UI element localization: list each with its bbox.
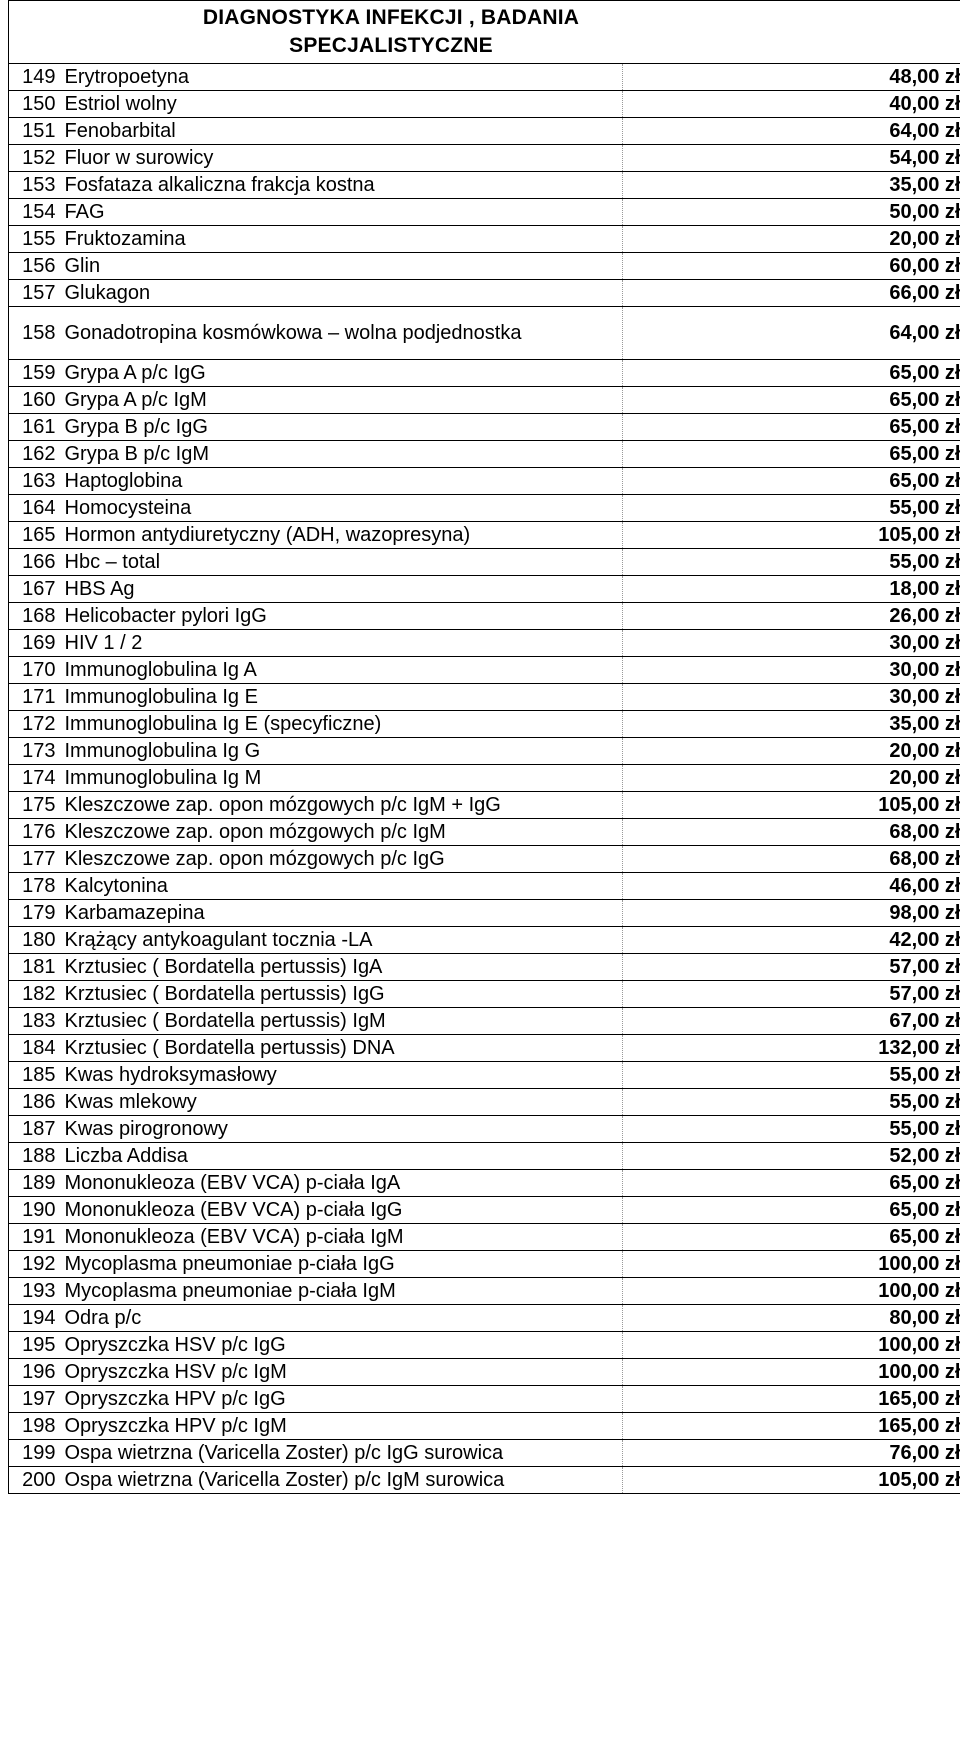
table-row: [9, 1440, 960, 1467]
item-price: 100,00 zł: [623, 1359, 960, 1386]
item-price: 40,00 zł: [623, 91, 960, 118]
item-number: 149: [9, 64, 61, 91]
item-name: Helicobacter pylori IgG: [61, 603, 623, 630]
item-price: 18,00 zł: [623, 576, 960, 603]
table-row: [9, 1089, 960, 1116]
item-name: Grypa B p/c IgG: [61, 414, 623, 441]
item-name: Mycoplasma pneumoniae p-ciała IgM: [61, 1278, 623, 1305]
table-row: [9, 1278, 960, 1305]
item-name: Immunoglobulina Ig E (specyficzne): [61, 711, 623, 738]
table-row: [9, 441, 960, 468]
item-price: 67,00 zł: [623, 1008, 960, 1035]
item-price: 46,00 zł: [623, 873, 960, 900]
item-price: 100,00 zł: [623, 1251, 960, 1278]
item-name: Mononukleoza (EBV VCA) p-ciała IgM: [61, 1224, 623, 1251]
item-name: Grypa B p/c IgM: [61, 441, 623, 468]
item-number: 174: [9, 765, 61, 792]
item-price: 48,00 zł: [623, 64, 960, 91]
item-price: 68,00 zł: [623, 819, 960, 846]
item-name: Kwas mlekowy: [61, 1089, 623, 1116]
item-name: Kwas hydroksymasłowy: [61, 1062, 623, 1089]
table-row: [9, 954, 960, 981]
item-number: 160: [9, 387, 61, 414]
item-number: 196: [9, 1359, 61, 1386]
item-name: Fenobarbital: [61, 118, 623, 145]
item-name: Hormon antydiuretyczny (ADH, wazopresyna): [61, 522, 623, 549]
item-name: Estriol wolny: [61, 91, 623, 118]
item-number: 183: [9, 1008, 61, 1035]
item-number: 163: [9, 468, 61, 495]
section-header: [8, 0, 960, 63]
item-price: 100,00 zł: [623, 1332, 960, 1359]
item-number: 159: [9, 360, 61, 387]
item-price: 65,00 zł: [623, 468, 960, 495]
item-name: Immunoglobulina Ig M: [61, 765, 623, 792]
item-number: 192: [9, 1251, 61, 1278]
table-row: [9, 873, 960, 900]
item-number: 166: [9, 549, 61, 576]
table-row: [9, 846, 960, 873]
table-row: [9, 1224, 960, 1251]
item-price: 64,00 zł: [623, 307, 960, 360]
table-row: [9, 1062, 960, 1089]
item-name: Opryszczka HPV p/c IgG: [61, 1386, 623, 1413]
table-row: [9, 1305, 960, 1332]
table-row: [9, 253, 960, 280]
item-name: Opryszczka HSV p/c IgG: [61, 1332, 623, 1359]
item-name: Mononukleoza (EBV VCA) p-ciała IgA: [61, 1170, 623, 1197]
table-row: [9, 280, 960, 307]
item-price: 65,00 zł: [623, 1170, 960, 1197]
item-price: 57,00 zł: [623, 954, 960, 981]
item-price: 65,00 zł: [623, 441, 960, 468]
item-number: 179: [9, 900, 61, 927]
item-name: HBS Ag: [61, 576, 623, 603]
table-row: [9, 765, 960, 792]
table-row: [9, 576, 960, 603]
item-price: 20,00 zł: [623, 765, 960, 792]
table-row: [9, 603, 960, 630]
item-number: 168: [9, 603, 61, 630]
table-row: [9, 64, 960, 91]
section-title-line-1: DIAGNOSTYKA INFEKCJI , BADANIA: [202, 6, 580, 29]
item-price: 105,00 zł: [623, 1467, 960, 1494]
item-name: Opryszczka HSV p/c IgM: [61, 1359, 623, 1386]
item-number: 182: [9, 981, 61, 1008]
item-price: 105,00 zł: [623, 792, 960, 819]
item-price: 42,00 zł: [623, 927, 960, 954]
item-number: 158: [9, 307, 61, 360]
item-name: Krztusiec ( Bordatella pertussis) DNA: [61, 1035, 623, 1062]
table-row: [9, 414, 960, 441]
item-name: Fruktozamina: [61, 226, 623, 253]
table-row: [9, 495, 960, 522]
item-name: Immunoglobulina Ig A: [61, 657, 623, 684]
item-price: 30,00 zł: [623, 657, 960, 684]
table-row: [9, 1332, 960, 1359]
item-name: Ospa wietrzna (Varicella Zoster) p/c IgG surowica: [61, 1440, 623, 1467]
item-number: 162: [9, 441, 61, 468]
item-price: 100,00 zł: [623, 1278, 960, 1305]
item-number: 193: [9, 1278, 61, 1305]
table-row: [9, 1359, 960, 1386]
item-number: 157: [9, 280, 61, 307]
item-name: Kwas pirogronowy: [61, 1116, 623, 1143]
item-number: 153: [9, 172, 61, 199]
table-row: [9, 1413, 960, 1440]
item-price: 55,00 zł: [623, 1062, 960, 1089]
item-name: Glukagon: [61, 280, 623, 307]
item-price: 65,00 zł: [623, 1224, 960, 1251]
item-name: Gonadotropina kosmówkowa – wolna podjednostka: [61, 307, 623, 360]
item-name: Kalcytonina: [61, 873, 623, 900]
table-row: [9, 1197, 960, 1224]
item-name: Grypa A p/c IgM: [61, 387, 623, 414]
item-number: 170: [9, 657, 61, 684]
item-price: 20,00 zł: [623, 226, 960, 253]
table-row: [9, 1467, 960, 1494]
item-number: 184: [9, 1035, 61, 1062]
table-row: [9, 468, 960, 495]
table-row: [9, 738, 960, 765]
item-price: 54,00 zł: [623, 145, 960, 172]
table-row: [9, 522, 960, 549]
item-price: 165,00 zł: [623, 1413, 960, 1440]
item-price: 55,00 zł: [623, 549, 960, 576]
item-number: 187: [9, 1116, 61, 1143]
item-number: 154: [9, 199, 61, 226]
item-number: 194: [9, 1305, 61, 1332]
item-number: 156: [9, 253, 61, 280]
table-row: [9, 118, 960, 145]
item-price: 132,00 zł: [623, 1035, 960, 1062]
price-table-body: [9, 64, 960, 1494]
table-row: [9, 792, 960, 819]
item-name: HIV 1 / 2: [61, 630, 623, 657]
item-price: 55,00 zł: [623, 1089, 960, 1116]
item-name: Erytropoetyna: [61, 64, 623, 91]
item-number: 152: [9, 145, 61, 172]
table-row: [9, 307, 960, 360]
table-row: [9, 1386, 960, 1413]
table-row: [9, 387, 960, 414]
item-number: 177: [9, 846, 61, 873]
item-name: Opryszczka HPV p/c IgM: [61, 1413, 623, 1440]
item-number: 180: [9, 927, 61, 954]
item-name: Krążący antykoagulant tocznia -LA: [61, 927, 623, 954]
item-price: 55,00 zł: [623, 495, 960, 522]
item-name: Haptoglobina: [61, 468, 623, 495]
item-name: Odra p/c: [61, 1305, 623, 1332]
table-row: [9, 360, 960, 387]
table-row: [9, 549, 960, 576]
item-name: Kleszczowe zap. opon mózgowych p/c IgM + IgG: [61, 792, 623, 819]
item-price: 64,00 zł: [623, 118, 960, 145]
item-name: Mononukleoza (EBV VCA) p-ciała IgG: [61, 1197, 623, 1224]
table-row: [9, 91, 960, 118]
item-number: 169: [9, 630, 61, 657]
table-row: [9, 145, 960, 172]
item-name: FAG: [61, 199, 623, 226]
table-row: [9, 819, 960, 846]
item-number: 178: [9, 873, 61, 900]
table-row: [9, 657, 960, 684]
item-price: 30,00 zł: [623, 684, 960, 711]
item-name: Kleszczowe zap. opon mózgowych p/c IgM: [61, 819, 623, 846]
item-price: 26,00 zł: [623, 603, 960, 630]
table-row: [9, 927, 960, 954]
item-number: 173: [9, 738, 61, 765]
section-title-line-2: SPECJALISTYCZNE: [289, 34, 493, 57]
item-number: 199: [9, 1440, 61, 1467]
item-name: Fosfataza alkaliczna frakcja kostna: [61, 172, 623, 199]
item-number: 186: [9, 1089, 61, 1116]
item-price: 35,00 zł: [623, 172, 960, 199]
price-table: [8, 63, 960, 1494]
item-number: 190: [9, 1197, 61, 1224]
item-price: 65,00 zł: [623, 360, 960, 387]
item-price: 80,00 zł: [623, 1305, 960, 1332]
table-row: [9, 1143, 960, 1170]
item-price: 50,00 zł: [623, 199, 960, 226]
table-row: [9, 172, 960, 199]
item-number: 165: [9, 522, 61, 549]
table-row: [9, 1035, 960, 1062]
table-row: [9, 199, 960, 226]
item-name: Liczba Addisa: [61, 1143, 623, 1170]
item-price: 68,00 zł: [623, 846, 960, 873]
item-name: Glin: [61, 253, 623, 280]
item-price: 35,00 zł: [623, 711, 960, 738]
item-number: 164: [9, 495, 61, 522]
item-name: Kleszczowe zap. opon mózgowych p/c IgG: [61, 846, 623, 873]
table-row: [9, 1116, 960, 1143]
item-price: 105,00 zł: [623, 522, 960, 549]
item-number: 188: [9, 1143, 61, 1170]
item-number: 151: [9, 118, 61, 145]
item-number: 181: [9, 954, 61, 981]
item-number: 191: [9, 1224, 61, 1251]
item-price: 165,00 zł: [623, 1386, 960, 1413]
item-price: 65,00 zł: [623, 387, 960, 414]
item-price: 76,00 zł: [623, 1440, 960, 1467]
item-price: 52,00 zł: [623, 1143, 960, 1170]
item-price: 65,00 zł: [623, 1197, 960, 1224]
item-number: 176: [9, 819, 61, 846]
item-number: 150: [9, 91, 61, 118]
price-list-sheet: [8, 0, 960, 1494]
item-name: Hbc – total: [61, 549, 623, 576]
item-price: 20,00 zł: [623, 738, 960, 765]
item-number: 198: [9, 1413, 61, 1440]
item-number: 197: [9, 1386, 61, 1413]
table-row: [9, 226, 960, 253]
item-price: 66,00 zł: [623, 280, 960, 307]
item-number: 195: [9, 1332, 61, 1359]
item-price: 55,00 zł: [623, 1116, 960, 1143]
item-number: 155: [9, 226, 61, 253]
item-name: Immunoglobulina Ig E: [61, 684, 623, 711]
table-row: [9, 711, 960, 738]
item-name: Krztusiec ( Bordatella pertussis) IgG: [61, 981, 623, 1008]
item-name: Krztusiec ( Bordatella pertussis) IgA: [61, 954, 623, 981]
item-number: 189: [9, 1170, 61, 1197]
item-number: 167: [9, 576, 61, 603]
item-name: Ospa wietrzna (Varicella Zoster) p/c IgM surowica: [61, 1467, 623, 1494]
item-name: Homocysteina: [61, 495, 623, 522]
table-row: [9, 1008, 960, 1035]
item-price: 98,00 zł: [623, 900, 960, 927]
item-name: Mycoplasma pneumoniae p-ciała IgG: [61, 1251, 623, 1278]
item-number: 161: [9, 414, 61, 441]
item-number: 175: [9, 792, 61, 819]
item-name: Fluor w surowicy: [61, 145, 623, 172]
item-number: 200: [9, 1467, 61, 1494]
item-name: Grypa A p/c IgG: [61, 360, 623, 387]
table-row: [9, 900, 960, 927]
item-number: 185: [9, 1062, 61, 1089]
item-price: 57,00 zł: [623, 981, 960, 1008]
item-name: Krztusiec ( Bordatella pertussis) IgM: [61, 1008, 623, 1035]
item-price: 60,00 zł: [623, 253, 960, 280]
table-row: [9, 1251, 960, 1278]
table-row: [9, 684, 960, 711]
table-row: [9, 981, 960, 1008]
item-price: 30,00 zł: [623, 630, 960, 657]
item-name: Karbamazepina: [61, 900, 623, 927]
item-price: 65,00 zł: [623, 414, 960, 441]
item-number: 171: [9, 684, 61, 711]
table-row: [9, 630, 960, 657]
table-row: [9, 1170, 960, 1197]
item-name: Immunoglobulina Ig G: [61, 738, 623, 765]
item-number: 172: [9, 711, 61, 738]
